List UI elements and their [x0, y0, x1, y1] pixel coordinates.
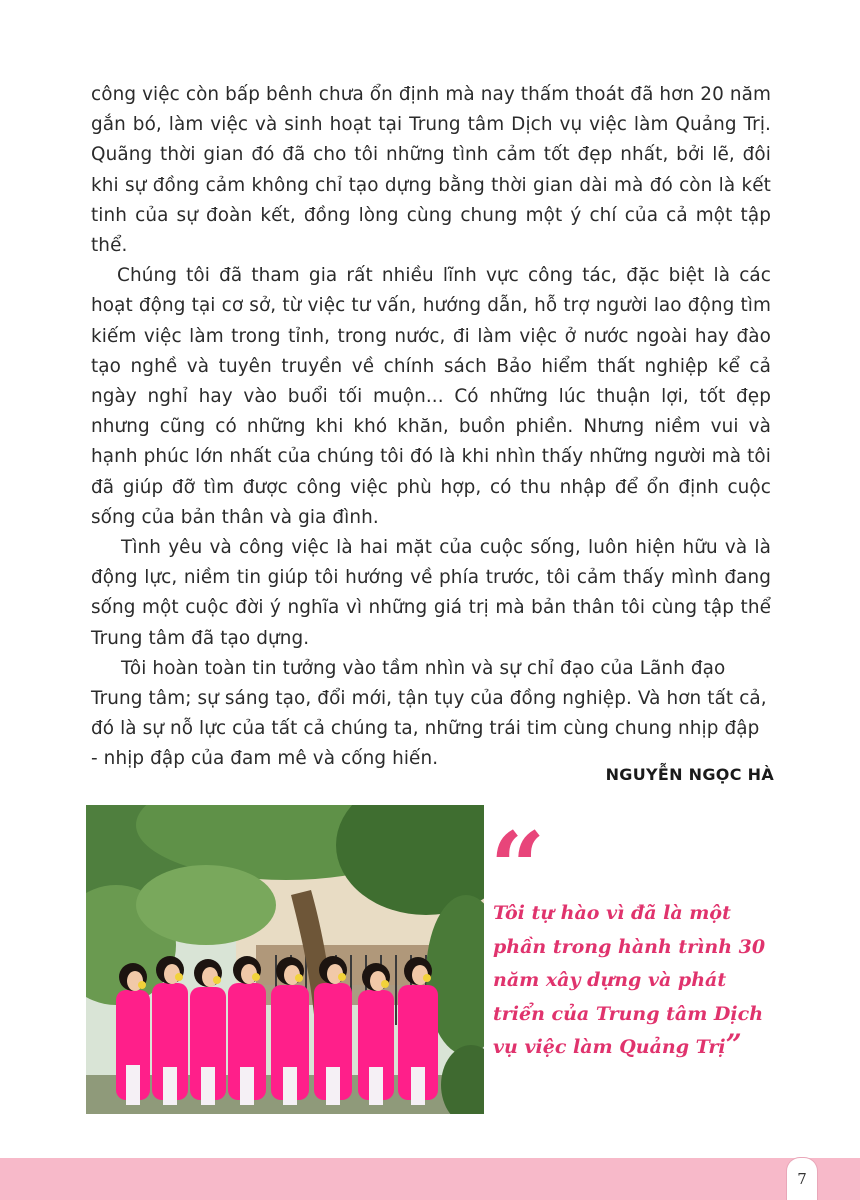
group-photo: [86, 805, 484, 1114]
page-number: 7: [786, 1157, 818, 1200]
close-quote-icon: ”: [725, 1028, 742, 1061]
pull-quote: [493, 897, 773, 1065]
pull-quote-text: Tôi tự hào vì đã là một phần trong hành trình 30 năm xây dựng và phát triển của Trung tâm Dịch vụ việc làm Quảng Trị: [493, 902, 766, 1058]
footer-band: [0, 1158, 860, 1200]
paragraph-2: Chúng tôi đã tham gia rất nhiều lĩnh vực công tác, đặc biệt là các hoạt động tại cơ sở, từ việc tư vấn, hướng dẫn, hỗ trợ người lao động tìm kiếm việc làm trong tỉnh, trong nước, đi làm việc ở nước ngoài hay đào tạo nghề và tuyên truyền về chính sách Bảo hiểm thất nghiệp kể cả ngày nghỉ hay vào buổi tối muộn... Có những lúc thuận lợi, tốt đẹp nhưng cũng có những khi khó khăn, buồn phiền. Nhưng niềm vui và hạnh phúc lớn nhất của chúng tôi đó là khi nhìn thấy những người mà tôi đã giúp đỡ tìm được công việc phù hợp, có thu nhập để ổn định cuộc sống của bản thân và gia đình.: [91, 265, 771, 528]
open-quote-icon: “: [490, 811, 546, 924]
paragraph-3: Tình yêu và công việc là hai mặt của cuộc sống, luôn hiện hữu và là động lực, niềm tin giúp tôi hướng về phía trước, tôi cảm thấy mình đang sống một cuộc đời ý nghĩa vì những giá trị mà bản thân tôi cùng tập thể Trung tâm đã tạo dựng.: [91, 537, 771, 649]
author-name: NGUYỄN NGỌC HÀ: [605, 765, 774, 784]
paragraph-4: Tôi hoàn toàn tin tưởng vào tầm nhìn và sự chỉ đạo của Lãnh đạo Trung tâm; sự sáng tạo, đổi mới, tận tụy của đồng nghiệp. Và hơn tất cả, đó là sự nỗ lực của tất cả chúng ta, những trái tim cùng chung nhịp đập - nhịp đập của đam mê và cống hiến.: [91, 657, 767, 770]
group-photo-illustration: [86, 805, 484, 1114]
article-body: [91, 80, 771, 775]
paragraph-1: công việc còn bấp bênh chưa ổn định mà nay thấm thoát đã hơn 20 năm gắn bó, làm việc và sinh hoạt tại Trung tâm Dịch vụ việc làm Quảng Trị. Quãng thời gian đó đã cho tôi những tình cảm tốt đẹp nhất, bởi lẽ, đôi khi sự đồng cảm không chỉ tạo dựng bằng thời gian dài mà đó còn là kết tinh của sự đoàn kết, đồng lòng cùng chung một ý chí của cả một tập thể.: [91, 84, 771, 257]
